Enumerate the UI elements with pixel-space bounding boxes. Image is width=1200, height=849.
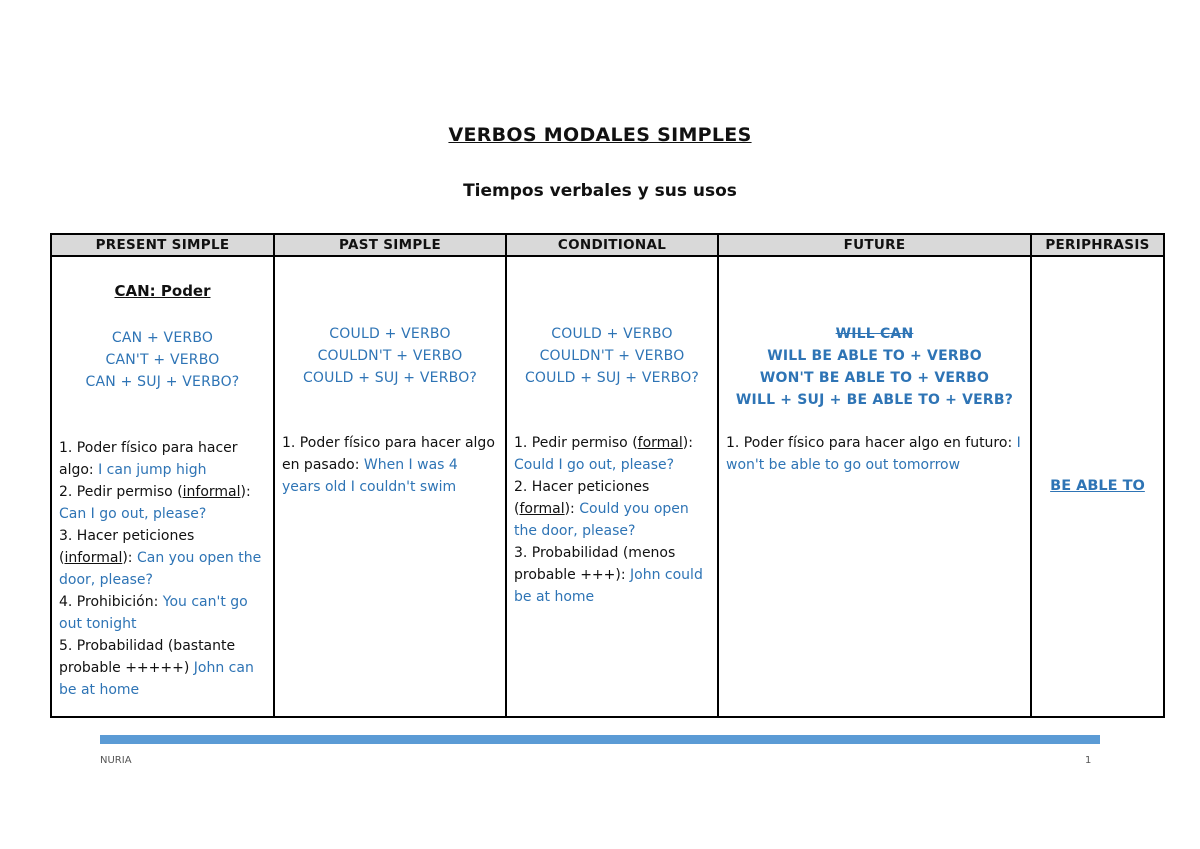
conditional-cell (506, 256, 718, 717)
use-text: 2. Hacer peticiones ( (514, 479, 650, 517)
present-use-3 (59, 525, 266, 591)
header-future: FUTURE (718, 234, 1031, 256)
use-text: ): (682, 435, 693, 451)
header-row (51, 234, 1164, 256)
use-text: ): (240, 484, 251, 500)
use-example: Could you open the door, please? (514, 501, 689, 539)
past-formula: COULD + VERBO (329, 326, 451, 342)
conditional-use-1 (514, 432, 710, 476)
footer-divider-bar (100, 735, 1100, 744)
future-uses (726, 432, 1023, 476)
past-use-1 (282, 432, 498, 498)
use-example: You can't go out tonight (59, 594, 248, 632)
use-example: I won't be able to go out tomorrow (726, 435, 1021, 473)
content-row (51, 256, 1164, 717)
be-able-to-label: BE ABLE TO (1050, 478, 1145, 494)
use-example: John could be at home (514, 567, 703, 605)
use-register: informal (64, 550, 123, 566)
use-example: Could I go out, please? (514, 457, 675, 473)
future-formula: WON'T BE ABLE TO + VERBO (759, 370, 990, 386)
use-text: 1. Pedir permiso ( (514, 435, 638, 451)
use-register: informal (182, 484, 241, 500)
future-formula: WILL BE ABLE TO + VERBO (767, 348, 982, 364)
use-text: 2. Pedir permiso ( (59, 484, 183, 500)
use-example: When I was 4 years old I couldn't swim (282, 457, 458, 495)
future-formulas (726, 323, 1023, 411)
present-uses (59, 437, 266, 701)
past-formula: COULDN'T + VERBO (317, 348, 463, 364)
use-text: 1. Poder físico para hacer algo en pasado: (282, 435, 495, 473)
use-text: 4. Prohibición: (59, 594, 163, 610)
conditional-formulas (514, 323, 710, 389)
modal-verbs-table (50, 233, 1165, 718)
use-text: 1. Poder físico para hacer algo: (59, 440, 238, 478)
footer-page-number: 1 (1085, 755, 1092, 766)
conditional-use-2 (514, 476, 710, 542)
use-register: formal (637, 435, 683, 451)
use-text: 1. Poder físico para hacer algo en futuro: (726, 435, 1017, 451)
use-register: formal (519, 501, 565, 517)
use-text: ): (122, 550, 137, 566)
header-present-simple: PRESENT SIMPLE (51, 234, 274, 256)
can-heading: CAN: Poder (114, 282, 211, 300)
present-formula: CAN + VERBO (111, 330, 214, 346)
header-past-simple: PAST SIMPLE (274, 234, 506, 256)
use-text: 3. Probabilidad (menos probable +++): (514, 545, 676, 583)
present-simple-cell (51, 256, 274, 717)
future-use-1 (726, 432, 1023, 476)
present-formula: CAN + SUJ + VERBO? (85, 374, 240, 390)
past-formula: COULD + SUJ + VERBO? (302, 370, 478, 386)
present-formulas (59, 327, 266, 393)
present-use-1 (59, 437, 266, 481)
use-text: 5. Probabilidad (bastante probable +++++) (59, 638, 236, 676)
periphrasis-cell (1031, 256, 1164, 717)
present-use-4 (59, 591, 266, 635)
footer-author: NURIA (100, 755, 132, 766)
present-use-5 (59, 635, 266, 701)
use-example: Can you open the door, please? (59, 550, 262, 588)
conditional-formula: COULD + VERBO (551, 326, 673, 342)
present-use-2 (59, 481, 266, 525)
conditional-use-3 (514, 542, 710, 608)
document-subtitle: Tiempos verbales y sus usos (463, 181, 737, 201)
conditional-formula: COULDN'T + VERBO (539, 348, 685, 364)
use-text: 3. Hacer peticiones ( (59, 528, 195, 566)
present-formula: CAN'T + VERBO (105, 352, 220, 368)
document-title: VERBOS MODALES SIMPLES (448, 124, 752, 146)
past-uses (282, 432, 498, 498)
past-simple-cell (274, 256, 506, 717)
header-periphrasis: PERIPHRASIS (1031, 234, 1164, 256)
use-example: John can be at home (59, 660, 254, 698)
conditional-uses (514, 432, 710, 608)
future-struck-formula: WILL CAN (835, 326, 914, 342)
past-formulas (282, 323, 498, 389)
conditional-formula: COULD + SUJ + VERBO? (524, 370, 700, 386)
future-cell (718, 256, 1031, 717)
use-example: Can I go out, please? (59, 506, 207, 522)
use-text: ): (564, 501, 580, 517)
future-formula: WILL + SUJ + BE ABLE TO + VERB? (735, 392, 1014, 408)
header-conditional: CONDITIONAL (506, 234, 718, 256)
use-example: I can jump high (98, 462, 207, 478)
